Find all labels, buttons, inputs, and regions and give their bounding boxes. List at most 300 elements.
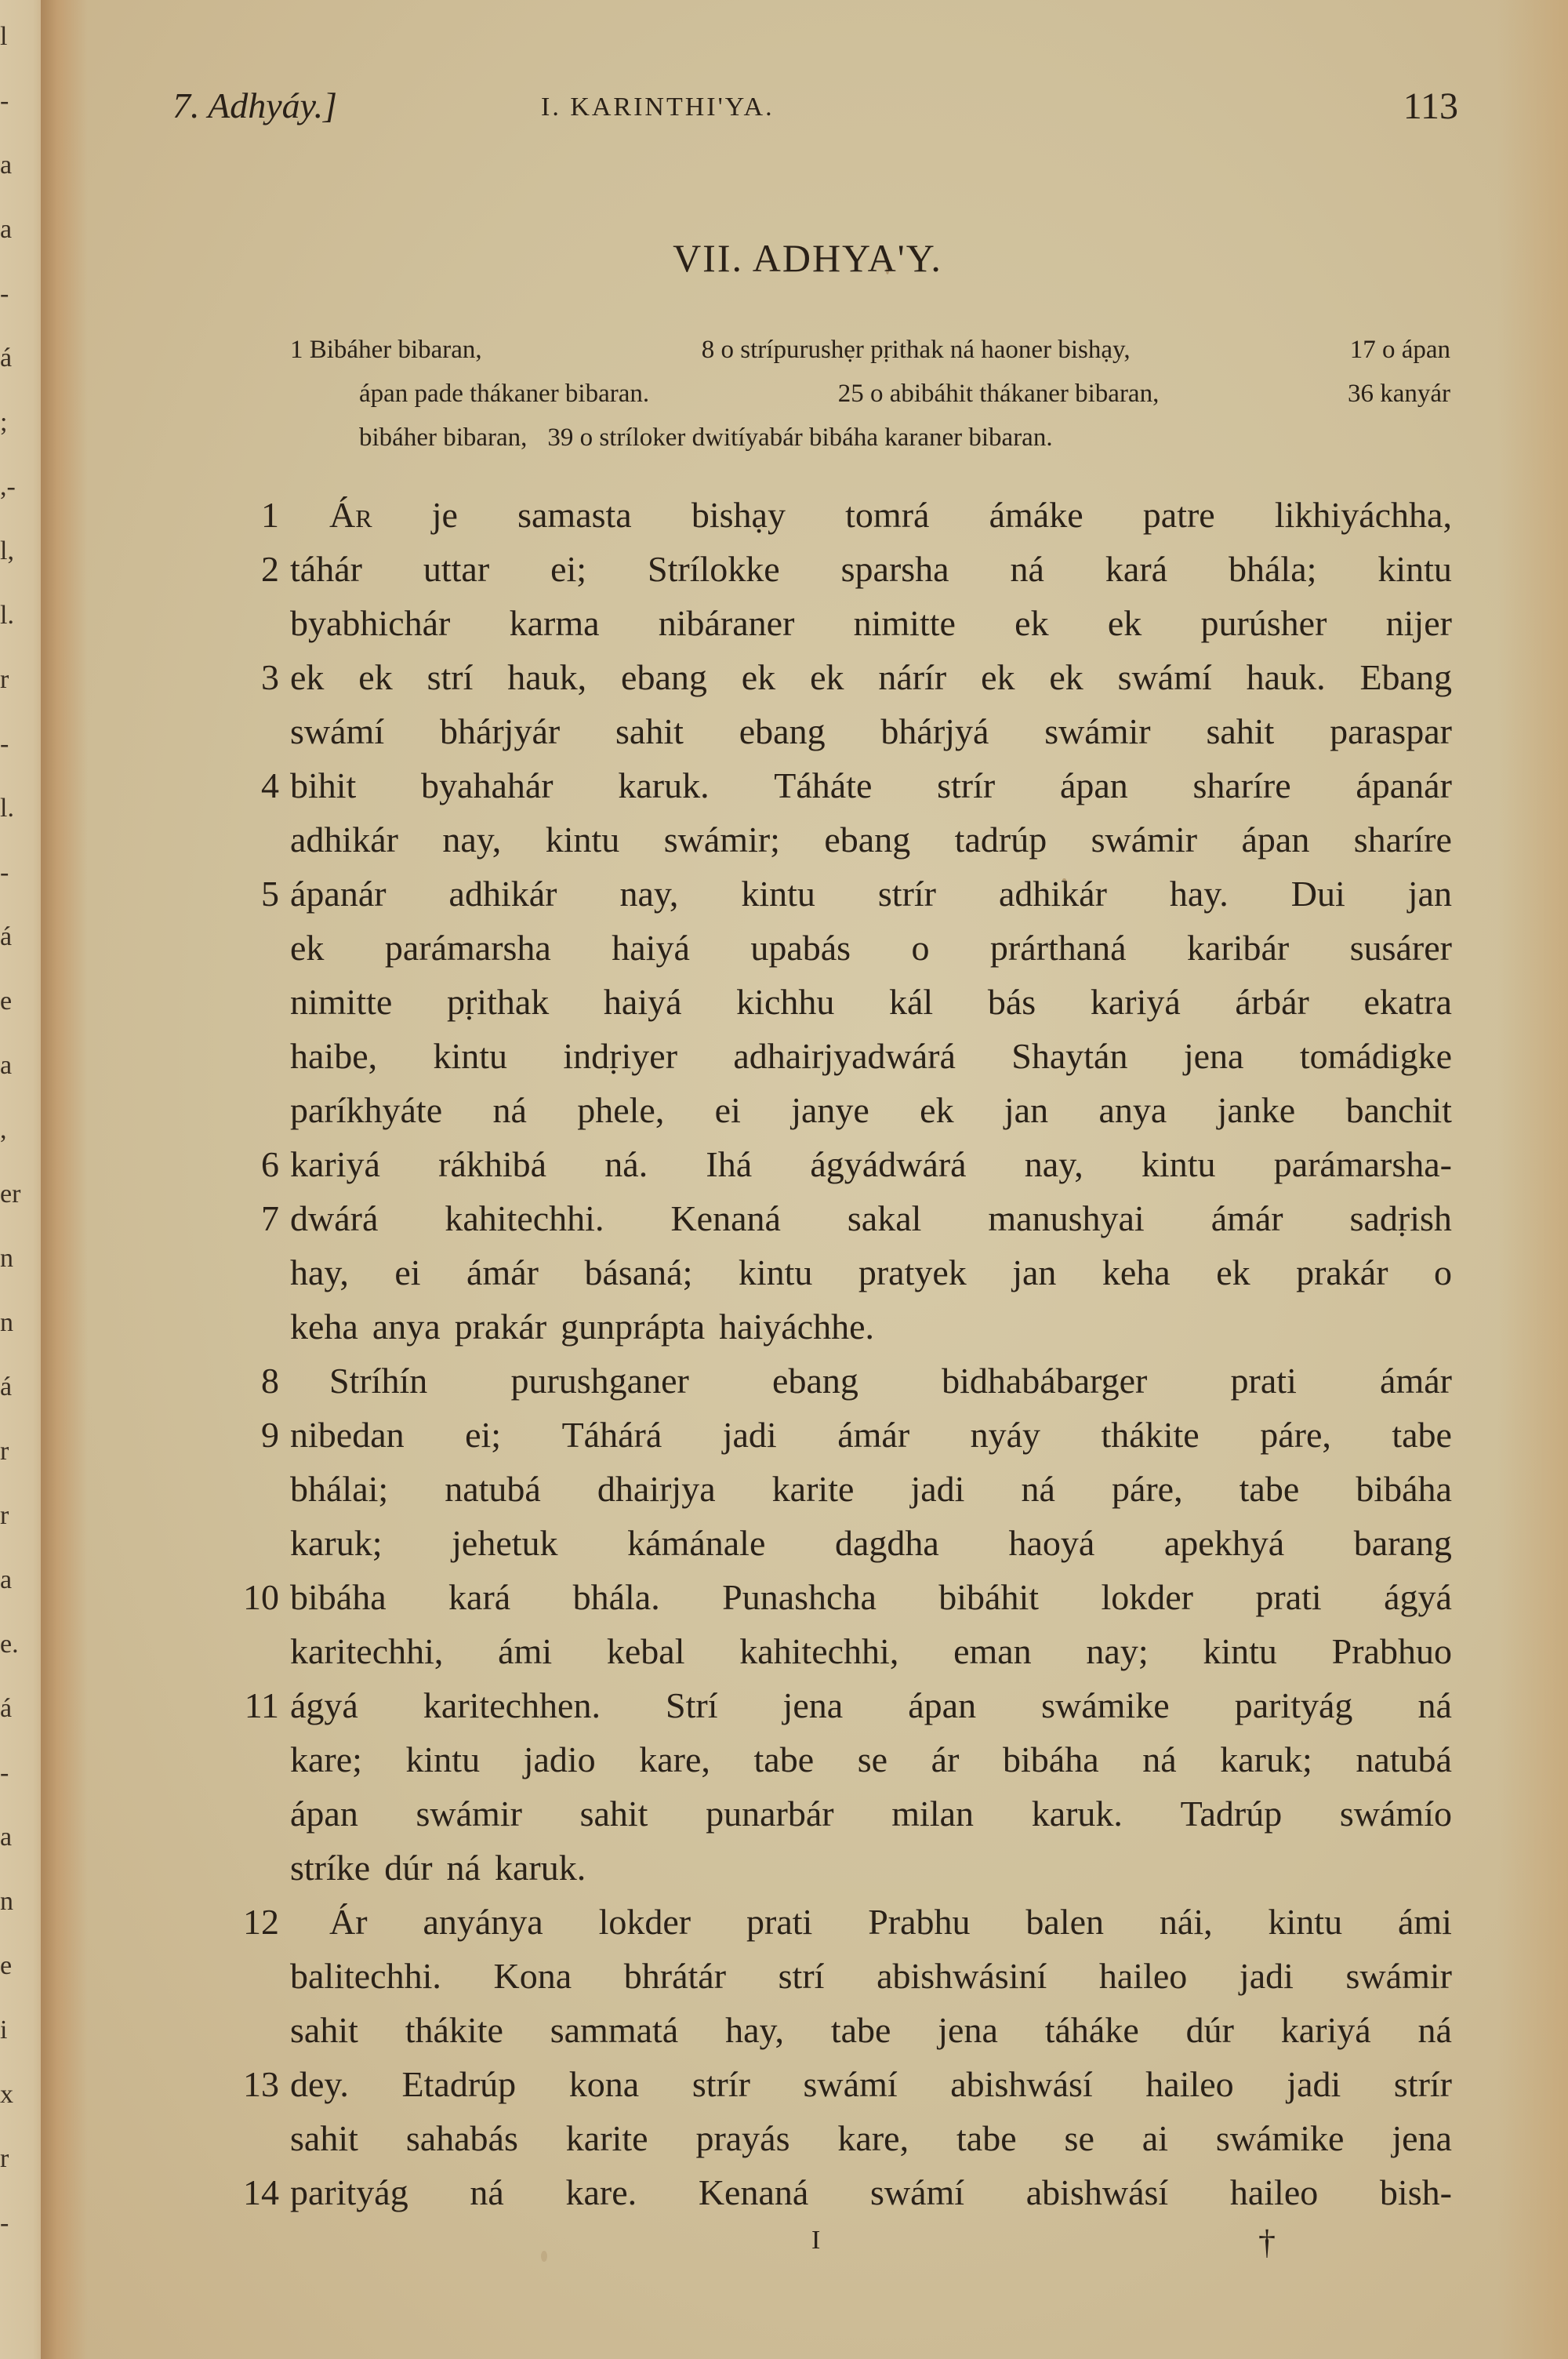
word: nimitte	[290, 982, 393, 1022]
word: bhárjyá	[880, 711, 989, 751]
word: karuk.	[618, 765, 710, 805]
word: sakal	[847, 1198, 922, 1238]
dagger-mark: †	[1258, 2223, 1276, 2262]
word: jena	[782, 1685, 844, 1725]
word: jena	[1183, 1036, 1244, 1076]
text-line	[235, 1029, 1452, 1083]
word: ná	[1021, 1469, 1055, 1509]
verse-number: 12	[243, 1902, 279, 1942]
summary-segment: 17 o ápan	[1349, 336, 1450, 364]
word: adhairjyadwárá	[733, 1036, 956, 1076]
word: Prabhuo	[1331, 1631, 1452, 1671]
word: swámir	[1091, 820, 1198, 860]
text-line	[235, 1516, 1452, 1570]
word: rákhibá	[438, 1144, 547, 1184]
word: ápan	[908, 1685, 977, 1725]
word: je	[431, 495, 458, 535]
word: Táhárá	[561, 1415, 662, 1455]
previous-page-char: r	[0, 2144, 9, 2173]
word: bhálai;	[290, 1469, 389, 1509]
word: bibáha	[1003, 1739, 1099, 1779]
verse-text	[290, 596, 1452, 650]
word: ná	[1417, 2010, 1452, 2050]
summary-segment: bibáher bibaran,	[359, 423, 528, 452]
verse-number: 3	[261, 657, 279, 697]
word: sparsha	[840, 549, 949, 589]
word: janye	[791, 1090, 869, 1130]
word: tabe	[830, 2010, 891, 2050]
text-line	[235, 1787, 1452, 1841]
previous-page-char: -	[0, 1758, 9, 1787]
text-line	[235, 975, 1452, 1029]
word: bhála.	[572, 1577, 660, 1617]
word: ek	[1107, 603, 1142, 643]
word: hay,	[290, 1252, 349, 1292]
previous-page-char: a	[0, 1823, 13, 1852]
word: nay;	[1086, 1631, 1149, 1671]
verse-text	[290, 1137, 1452, 1191]
chapter-summary	[290, 328, 1450, 460]
verse-number: 7	[261, 1198, 279, 1238]
word: anyánya	[423, 1902, 543, 1942]
word: nay,	[442, 820, 502, 860]
word: prayás	[695, 2118, 790, 2158]
word: karite	[771, 1469, 855, 1509]
word: strír	[937, 765, 996, 805]
word: Kenaná	[698, 2172, 809, 2212]
verse-number: 1	[261, 495, 279, 535]
word: anya	[372, 1307, 441, 1347]
word: kará	[1105, 549, 1168, 589]
previous-page-char: e.	[0, 1630, 19, 1659]
text-line	[235, 650, 1452, 704]
text-line	[235, 1895, 1452, 1949]
word: swámir	[416, 1794, 522, 1834]
word: bibáhit	[938, 1577, 1040, 1617]
word: kare,	[639, 1739, 710, 1779]
previous-page-char: ;	[0, 408, 8, 437]
word: karuk;	[1220, 1739, 1312, 1779]
verse-text	[290, 1624, 1452, 1678]
text-line	[235, 1841, 1452, 1895]
word: ámár	[1380, 1361, 1452, 1401]
word: nárír	[878, 657, 947, 697]
previous-page-char: -	[0, 858, 9, 887]
summary-segment: 25 o abibáhit thákaner bibaran,	[837, 380, 1160, 408]
word: o	[1434, 1252, 1452, 1292]
word: kare;	[290, 1739, 362, 1779]
word: ágyá	[290, 1685, 358, 1725]
word: Ebang	[1359, 657, 1452, 697]
word: dagdha	[834, 1523, 939, 1563]
verse-text	[290, 1462, 1452, 1516]
word: kintu	[738, 1252, 813, 1292]
previous-page-char: r	[0, 1437, 9, 1466]
word: ágyá	[1384, 1577, 1452, 1617]
text-line	[235, 758, 1452, 812]
word: ná.	[604, 1144, 648, 1184]
word: balitechhi.	[290, 1956, 441, 1996]
text-line	[235, 488, 1452, 542]
word: se	[1064, 2118, 1094, 2158]
word: jadi	[1239, 1956, 1294, 1996]
word: swámí	[803, 2064, 898, 2104]
chapter-title: VII. ADHYA'Y.	[673, 236, 942, 280]
previous-page-char: ,-	[0, 472, 16, 501]
word: ná	[1010, 549, 1044, 589]
word: Ár	[329, 495, 372, 535]
word: páre,	[1111, 1469, 1183, 1509]
word: manushyai	[988, 1198, 1145, 1238]
word: ápanár	[1356, 765, 1452, 805]
previous-page-char: á	[0, 922, 13, 951]
previous-page-char: l.	[0, 601, 14, 630]
word: thákite	[1101, 1415, 1200, 1455]
word: jadi	[1287, 2064, 1341, 2104]
word: eman	[953, 1631, 1032, 1671]
word: swámío	[1339, 1794, 1452, 1834]
verse-text	[290, 921, 1452, 975]
word: nimitte	[853, 603, 956, 643]
word: ámár	[466, 1252, 539, 1292]
summary-line	[290, 372, 1450, 416]
word: nibedan	[290, 1415, 405, 1455]
word: ei;	[550, 549, 587, 589]
word: árbár	[1235, 982, 1309, 1022]
word: ámi	[498, 1631, 553, 1671]
word: Tadrúp	[1180, 1794, 1283, 1834]
word: se	[857, 1739, 888, 1779]
previous-page-char: á	[0, 343, 13, 373]
word: keha	[1102, 1252, 1171, 1292]
verse-text	[329, 1354, 1452, 1408]
word: karitechhi,	[290, 1631, 444, 1671]
word: nái,	[1159, 1902, 1213, 1942]
word: nibáraner	[658, 603, 795, 643]
text-line	[235, 1624, 1452, 1678]
verse-number: 8	[261, 1361, 279, 1401]
word: punarbár	[706, 1794, 834, 1834]
previous-page-char: n	[0, 1308, 13, 1337]
verse-text	[290, 1029, 1452, 1083]
word: ek	[1049, 657, 1083, 697]
word: kebal	[606, 1631, 685, 1671]
text-line	[235, 921, 1452, 975]
word: haileo	[1229, 2172, 1319, 2212]
word: básaná;	[584, 1252, 693, 1292]
word: parámarsha-	[1273, 1144, 1452, 1184]
word: jadi	[910, 1469, 965, 1509]
word: swámike	[1215, 2118, 1345, 2158]
word: jena	[938, 2010, 998, 2050]
verse-text	[290, 650, 1452, 704]
word: sammatá	[550, 2010, 679, 2050]
word: banchit	[1345, 1090, 1452, 1130]
word: swámir;	[663, 820, 780, 860]
word: nay,	[619, 874, 679, 914]
word: Kenaná	[670, 1198, 781, 1238]
word: haileo	[1145, 2064, 1234, 2104]
word: táhár	[290, 549, 362, 589]
word: prati	[746, 1902, 813, 1942]
word: haibe,	[290, 1036, 378, 1076]
text-line	[235, 1083, 1452, 1137]
header-book-title: I. KARINTHI'YA.	[541, 93, 775, 122]
word: barang	[1353, 1523, 1452, 1563]
previous-page-char: a	[0, 151, 13, 180]
verse-text	[290, 1787, 1452, 1841]
verse-text	[290, 542, 1452, 596]
word: kariyá	[290, 1144, 380, 1184]
verse-text	[290, 2057, 1452, 2111]
word: haiyáchhe.	[719, 1307, 875, 1347]
verse-body	[235, 488, 1452, 2219]
word: jadio	[523, 1739, 596, 1779]
word: kichhu	[736, 982, 835, 1022]
word: upabás	[750, 928, 851, 968]
text-line	[235, 1462, 1452, 1516]
previous-page-char: -	[0, 2208, 9, 2237]
word: prakár	[454, 1307, 547, 1347]
word: táháke	[1044, 2010, 1139, 2050]
word: ámáke	[989, 495, 1083, 535]
word: parityág	[1234, 1685, 1353, 1725]
word: Etadrúp	[401, 2064, 517, 2104]
word: prati	[1230, 1361, 1297, 1401]
word: sahit	[290, 2118, 358, 2158]
text-line	[235, 1299, 1452, 1354]
text-line	[235, 704, 1452, 758]
previous-page-char: l,	[0, 536, 14, 565]
word: sahabás	[405, 2118, 518, 2158]
text-line	[235, 2165, 1452, 2219]
word: kámánale	[627, 1523, 766, 1563]
verse-number: 10	[243, 1577, 279, 1617]
word: stríke	[290, 1848, 371, 1888]
word: Prabhu	[868, 1902, 971, 1942]
word: thákite	[405, 2010, 503, 2050]
word: sahit	[290, 2010, 358, 2050]
word: abishwásí	[950, 2064, 1093, 2104]
word: ebang	[739, 711, 826, 751]
word: sharíre	[1353, 820, 1452, 860]
text-line	[235, 1137, 1452, 1191]
word: ná	[446, 1848, 481, 1888]
word: karuk;	[290, 1523, 383, 1563]
word: parámarsha	[384, 928, 551, 968]
word: ei	[394, 1252, 421, 1292]
word: jena	[1392, 2118, 1452, 2158]
word: kintu	[433, 1036, 508, 1076]
word: ebang	[621, 657, 707, 697]
text-line	[235, 2111, 1452, 2165]
previous-page-char: -	[0, 729, 9, 758]
word: natubá	[445, 1469, 541, 1509]
signature-mark: I	[811, 2226, 821, 2255]
word: kintu	[1268, 1902, 1343, 1942]
word: karite	[565, 2118, 648, 2158]
word: paríkhyáte	[290, 1090, 443, 1130]
text-line	[235, 1732, 1452, 1787]
text-line	[235, 1408, 1452, 1462]
word: strí	[778, 1956, 825, 1996]
verse-text	[290, 1191, 1452, 1245]
word: swámike	[1041, 1685, 1170, 1725]
summary-segment: 8 o strípurushẹr pṛithak ná haoner bishạy,	[701, 336, 1131, 364]
word: strír	[877, 874, 936, 914]
word: kahitechhi,	[739, 1631, 899, 1671]
word: ná	[1417, 1685, 1452, 1725]
word: strí	[426, 657, 474, 697]
previous-page-char: e	[0, 987, 13, 1016]
word: ámár	[1210, 1198, 1283, 1238]
word: prárthaná	[989, 928, 1127, 968]
word: dúr	[384, 1848, 433, 1888]
word: bhrátár	[623, 1956, 727, 1996]
previous-page-char: r	[0, 665, 9, 694]
word: bidhabábarger	[942, 1361, 1148, 1401]
word: haoyá	[1008, 1523, 1095, 1563]
word: ek	[741, 657, 776, 697]
word: karuk.	[494, 1848, 586, 1888]
word: dey.	[290, 2064, 349, 2104]
word: swámí	[1117, 657, 1212, 697]
word: karitechhen.	[423, 1685, 601, 1725]
word: kintu	[1203, 1631, 1277, 1671]
word: Punashcha	[722, 1577, 877, 1617]
word: phele,	[577, 1090, 665, 1130]
text-line	[235, 2003, 1452, 2057]
previous-page-edge	[0, 0, 47, 2359]
word: parityág	[290, 2172, 408, 2212]
word: ágyádwárá	[810, 1144, 967, 1184]
word: abishwásí	[1025, 2172, 1169, 2212]
word: lokder	[598, 1902, 691, 1942]
verse-text	[290, 1299, 1452, 1354]
word: kariyá	[1280, 2010, 1371, 2050]
word: haileo	[1098, 1956, 1188, 1996]
word: Shaytán	[1011, 1036, 1128, 1076]
word: ek	[290, 657, 325, 697]
word: Dui	[1290, 874, 1345, 914]
text-line	[235, 596, 1452, 650]
gutter-shadow	[41, 0, 88, 2359]
text-line	[235, 867, 1452, 921]
word: kará	[448, 1577, 511, 1617]
text-line	[235, 1949, 1452, 2003]
word: tabe	[753, 1739, 815, 1779]
text-line	[235, 1354, 1452, 1408]
word: kariyá	[1090, 982, 1181, 1022]
word: hauk.	[1246, 657, 1326, 697]
text-line	[235, 1191, 1452, 1245]
verse-text	[290, 867, 1452, 921]
word: ár	[931, 1739, 960, 1779]
word: o	[911, 928, 930, 968]
verse-number: 6	[261, 1144, 279, 1184]
word: tabe	[1392, 1415, 1452, 1455]
word: tabe	[956, 2118, 1017, 2158]
word: dwárá	[290, 1198, 379, 1238]
word: páre,	[1260, 1415, 1331, 1455]
word: haiyá	[612, 928, 690, 968]
word: Kona	[493, 1956, 572, 1996]
verse-text	[329, 488, 1452, 542]
verse-number: 11	[244, 1685, 279, 1725]
word: ek	[358, 657, 393, 697]
verse-text	[290, 975, 1452, 1029]
word: ápan	[1241, 820, 1310, 860]
word: balen	[1025, 1902, 1105, 1942]
word: bhárjyár	[439, 711, 561, 751]
summary-segment: ápan pade thákaner bibaran.	[359, 380, 650, 408]
word: janke	[1217, 1090, 1296, 1130]
verse-text	[290, 2111, 1452, 2165]
summary-segment: 39 o stríloker dwitíyabár bibáha karaner bibaran.	[547, 423, 1053, 452]
summary-line	[290, 328, 1450, 372]
word: kare,	[837, 2118, 909, 2158]
word: ná	[1142, 1739, 1177, 1779]
word: kintu	[741, 874, 815, 914]
word: sadṛish	[1349, 1198, 1452, 1238]
word: dúr	[1185, 2010, 1234, 2050]
word: ebang	[772, 1361, 858, 1401]
word: jan	[1012, 1252, 1057, 1292]
word: swámir	[1345, 1956, 1452, 1996]
previous-page-char: l.	[0, 794, 14, 823]
word: kona	[568, 2064, 640, 2104]
word: bibáha	[290, 1577, 387, 1617]
word: ná	[492, 1090, 527, 1130]
word: hay.	[1169, 874, 1229, 914]
word: ápan	[290, 1794, 358, 1834]
word: tomádigke	[1299, 1036, 1452, 1076]
word: kintu	[1377, 549, 1452, 589]
word: sahit	[1206, 711, 1275, 751]
verse-text	[290, 2165, 1452, 2219]
verse-text	[290, 1408, 1452, 1462]
word: abishwásiní	[877, 1956, 1047, 1996]
word: jan	[1407, 874, 1452, 914]
verse-number: 9	[261, 1415, 279, 1455]
previous-page-char: a	[0, 1051, 13, 1080]
previous-page-char: l	[0, 22, 8, 51]
word: swámí	[290, 711, 385, 751]
previous-page-char: x	[0, 2080, 13, 2109]
verse-number: 13	[243, 2064, 279, 2104]
verse-text	[290, 758, 1452, 812]
word: sahit	[615, 711, 684, 751]
verse-text	[290, 2003, 1452, 2057]
word: ekatra	[1363, 982, 1452, 1022]
previous-page-char: -	[0, 86, 9, 115]
word: karibár	[1187, 928, 1290, 968]
word: apekhyá	[1163, 1523, 1285, 1563]
word: jehetuk	[452, 1523, 558, 1563]
word: pratyek	[858, 1252, 967, 1292]
word: kintu	[545, 820, 620, 860]
word: nyáy	[970, 1415, 1041, 1455]
page-footer	[47, 2223, 1568, 2273]
word: nay,	[1024, 1144, 1083, 1184]
word: ei	[714, 1090, 741, 1130]
word: samasta	[517, 495, 632, 535]
summary-segment: 36 kanyár	[1347, 380, 1450, 408]
previous-page-char: á	[0, 1694, 13, 1723]
word: anya	[1098, 1090, 1167, 1130]
word: Táháte	[774, 765, 873, 805]
word: ebang	[824, 820, 911, 860]
